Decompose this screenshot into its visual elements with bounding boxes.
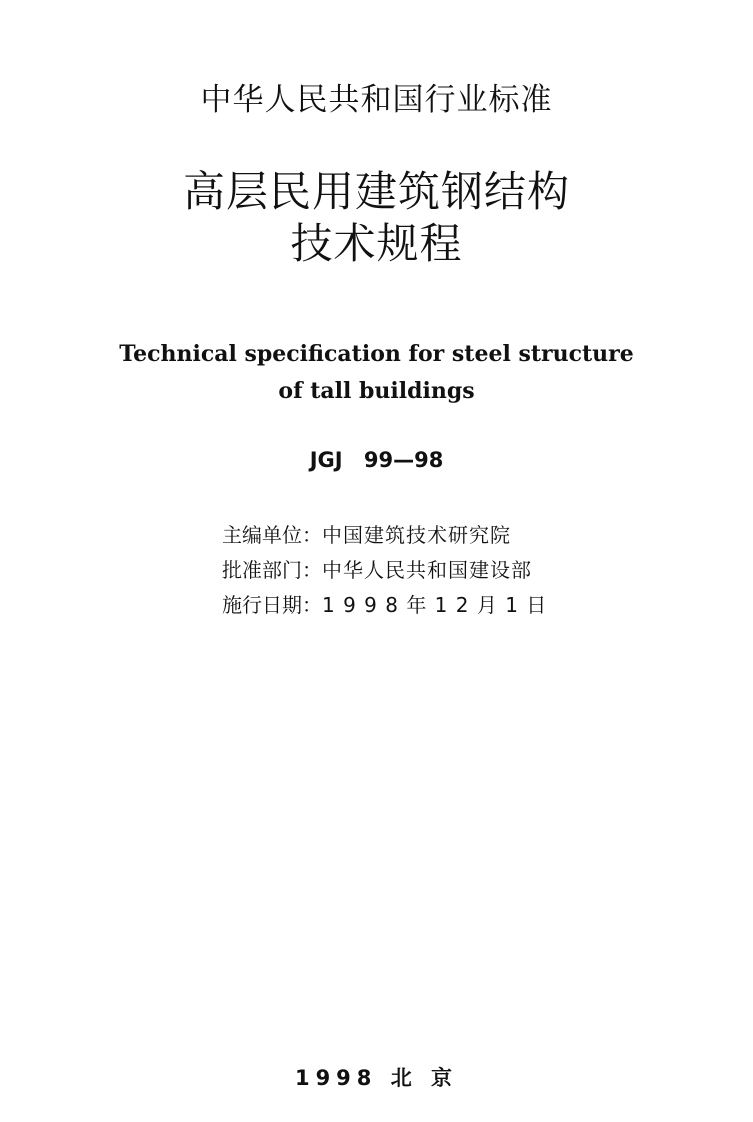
publication-footer: 1998 北 京 <box>294 1066 459 1090</box>
chinese-title-line-1: 高层民用建筑钢结构 <box>182 167 570 216</box>
issuer-heading: 中华人民共和国行业标准 <box>200 82 553 118</box>
standard-code: JGJ 99—98 <box>309 448 444 472</box>
info-row-effective-date <box>222 588 547 623</box>
info-label: 主编单位： <box>222 523 322 547</box>
chinese-title <box>0 166 753 270</box>
info-value: 1 9 9 8 年 1 2 月 1 日 <box>322 593 548 617</box>
english-title-line-1: Technical specification for steel structure <box>119 341 634 367</box>
info-row-approver <box>222 553 547 588</box>
info-value: 中华人民共和国建设部 <box>322 558 532 582</box>
chinese-title-line-2: 技术规程 <box>290 219 463 268</box>
info-label: 批准部门： <box>222 558 322 582</box>
publication-info <box>222 518 547 623</box>
english-title <box>0 336 753 410</box>
english-title-line-2: of tall buildings <box>278 378 475 404</box>
info-label: 施行日期： <box>222 593 322 617</box>
info-row-editor <box>222 518 547 553</box>
info-value: 中国建筑技术研究院 <box>322 523 511 547</box>
